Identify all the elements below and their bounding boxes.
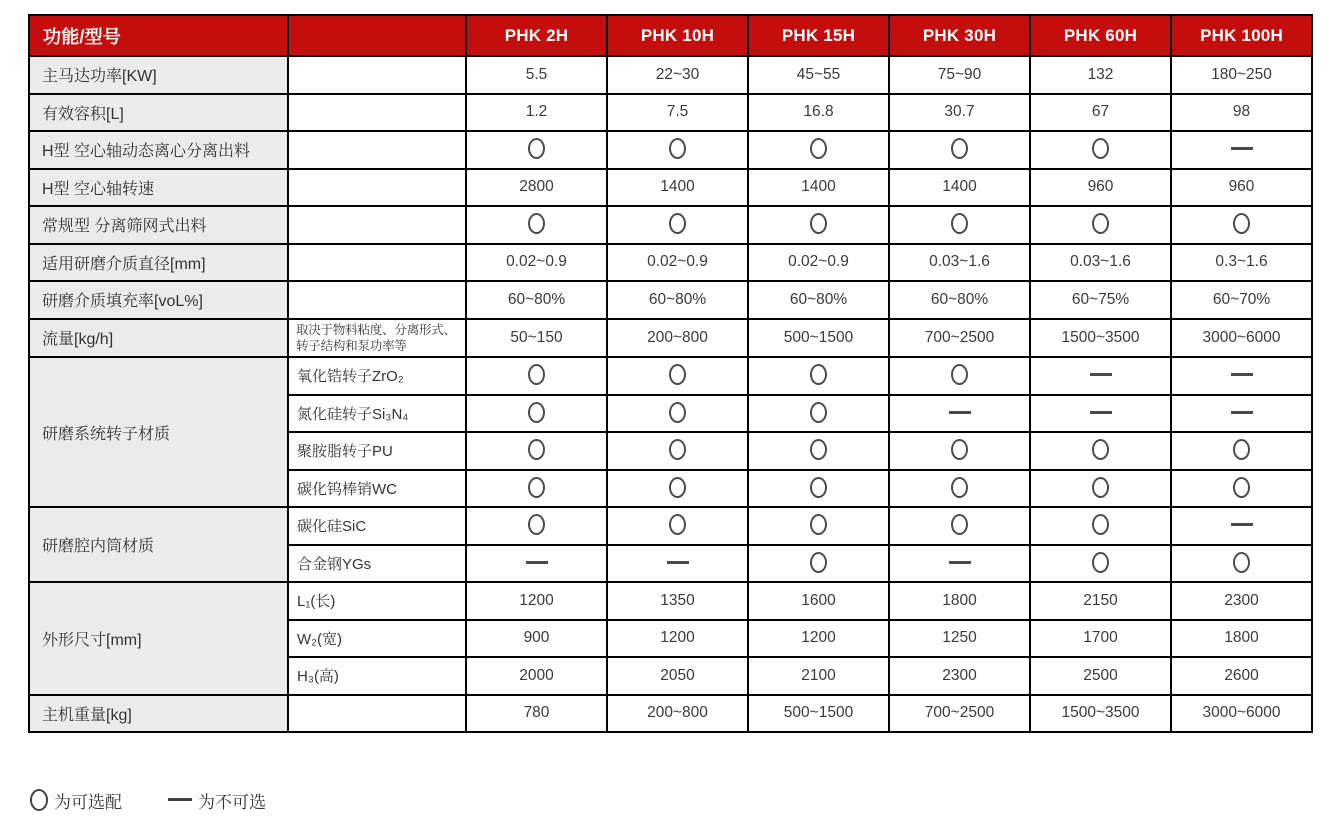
value-cell: 960 xyxy=(1030,169,1171,207)
value-cell: 0.03~1.6 xyxy=(1030,244,1171,282)
row-label: 主机重量[kg] xyxy=(29,695,288,733)
value-cell xyxy=(889,432,1030,470)
value-cell xyxy=(748,131,889,169)
sub-label: 取决于物料粘度、分离形式、转子结构和泵功率等 xyxy=(288,319,466,358)
sub-label xyxy=(288,169,466,207)
value-cell: 60~80% xyxy=(748,281,889,319)
row-label: 研磨腔内筒材质 xyxy=(29,507,288,582)
value-cell xyxy=(1171,470,1312,508)
value-cell xyxy=(1030,357,1171,395)
legend-unavailable-label: 为不可选 xyxy=(198,793,266,812)
value-cell xyxy=(1030,507,1171,545)
value-cell: 3000~6000 xyxy=(1171,695,1312,733)
value-cell xyxy=(1030,395,1171,433)
value-cell xyxy=(748,470,889,508)
value-cell: 500~1500 xyxy=(748,319,889,358)
value-cell: 1500~3500 xyxy=(1030,695,1171,733)
value-cell: 780 xyxy=(466,695,607,733)
value-cell: 22~30 xyxy=(607,56,748,94)
circle-icon xyxy=(1233,439,1250,460)
circle-icon xyxy=(528,138,545,159)
circle-icon xyxy=(810,364,827,385)
sub-label: L₁(长) xyxy=(288,582,466,620)
value-cell: 0.02~0.9 xyxy=(748,244,889,282)
value-cell xyxy=(607,395,748,433)
value-cell: 960 xyxy=(1171,169,1312,207)
dash-icon xyxy=(949,561,971,564)
value-cell xyxy=(889,131,1030,169)
value-cell xyxy=(889,507,1030,545)
value-cell: 200~800 xyxy=(607,695,748,733)
table-row xyxy=(29,169,1312,207)
spec-table xyxy=(28,14,1313,733)
sub-label: 碳化硅SiC xyxy=(288,507,466,545)
value-cell xyxy=(466,206,607,244)
value-cell: 1200 xyxy=(466,582,607,620)
model-header: PHK 60H xyxy=(1030,15,1171,56)
value-cell: 1200 xyxy=(607,620,748,658)
value-cell: 98 xyxy=(1171,94,1312,132)
value-cell: 0.3~1.6 xyxy=(1171,244,1312,282)
sub-label: 氮化硅转子Si₃N₄ xyxy=(288,395,466,433)
value-cell: 2300 xyxy=(1171,582,1312,620)
sub-label xyxy=(288,244,466,282)
circle-icon xyxy=(1092,213,1109,234)
model-header: PHK 10H xyxy=(607,15,748,56)
value-cell xyxy=(748,432,889,470)
circle-icon xyxy=(528,364,545,385)
circle-icon xyxy=(669,213,686,234)
sub-label xyxy=(288,206,466,244)
value-cell xyxy=(607,432,748,470)
value-cell xyxy=(1171,432,1312,470)
corner-header: 功能/型号 xyxy=(29,15,288,56)
value-cell xyxy=(889,470,1030,508)
legend-unavailable xyxy=(168,788,266,813)
value-cell xyxy=(466,395,607,433)
value-cell xyxy=(1030,432,1171,470)
sub-label: W₂(宽) xyxy=(288,620,466,658)
sub-label xyxy=(288,281,466,319)
value-cell: 1400 xyxy=(889,169,1030,207)
value-cell: 3000~6000 xyxy=(1171,319,1312,358)
circle-icon xyxy=(528,477,545,498)
sub-label: 合金钢YGs xyxy=(288,545,466,583)
value-cell: 1800 xyxy=(889,582,1030,620)
value-cell xyxy=(466,432,607,470)
sub-label xyxy=(288,56,466,94)
value-cell xyxy=(607,470,748,508)
model-header: PHK 100H xyxy=(1171,15,1312,56)
dash-icon xyxy=(1231,411,1253,414)
value-cell: 1500~3500 xyxy=(1030,319,1171,358)
value-cell: 1600 xyxy=(748,582,889,620)
circle-icon xyxy=(810,552,827,573)
value-cell: 1200 xyxy=(748,620,889,658)
circle-icon xyxy=(1092,439,1109,460)
dash-icon xyxy=(949,411,971,414)
value-cell: 75~90 xyxy=(889,56,1030,94)
value-cell xyxy=(466,545,607,583)
table-row xyxy=(29,56,1312,94)
circle-icon xyxy=(1092,138,1109,159)
table-row xyxy=(29,244,1312,282)
value-cell: 2100 xyxy=(748,657,889,695)
value-cell: 2050 xyxy=(607,657,748,695)
value-cell xyxy=(607,545,748,583)
value-cell xyxy=(607,507,748,545)
table-row xyxy=(29,281,1312,319)
sub-label: 聚胺脂转子PU xyxy=(288,432,466,470)
circle-icon xyxy=(951,138,968,159)
value-cell xyxy=(1030,545,1171,583)
circle-icon xyxy=(951,439,968,460)
circle-icon xyxy=(669,439,686,460)
value-cell: 700~2500 xyxy=(889,695,1030,733)
circle-icon xyxy=(810,514,827,535)
circle-icon xyxy=(951,477,968,498)
value-cell: 1800 xyxy=(1171,620,1312,658)
value-cell xyxy=(607,206,748,244)
circle-icon xyxy=(669,477,686,498)
value-cell xyxy=(889,206,1030,244)
circle-icon xyxy=(528,402,545,423)
row-label: 适用研磨介质直径[mm] xyxy=(29,244,288,282)
table-row xyxy=(29,131,1312,169)
value-cell: 45~55 xyxy=(748,56,889,94)
value-cell: 60~75% xyxy=(1030,281,1171,319)
value-cell xyxy=(607,357,748,395)
value-cell: 2300 xyxy=(889,657,1030,695)
value-cell xyxy=(1171,206,1312,244)
dash-icon xyxy=(1231,373,1253,376)
value-cell xyxy=(748,507,889,545)
value-cell xyxy=(1171,395,1312,433)
model-header: PHK 2H xyxy=(466,15,607,56)
value-cell xyxy=(466,507,607,545)
dash-icon xyxy=(168,798,192,801)
value-cell: 1350 xyxy=(607,582,748,620)
sub-label xyxy=(288,94,466,132)
row-label: 常规型 分离筛网式出料 xyxy=(29,206,288,244)
value-cell: 1.2 xyxy=(466,94,607,132)
circle-icon xyxy=(1233,552,1250,573)
dash-icon xyxy=(1090,373,1112,376)
circle-icon xyxy=(810,439,827,460)
circle-icon xyxy=(810,138,827,159)
row-label: 主马达功率[KW] xyxy=(29,56,288,94)
circle-icon xyxy=(951,364,968,385)
circle-icon xyxy=(951,514,968,535)
table-row xyxy=(29,507,1312,545)
value-cell: 60~70% xyxy=(1171,281,1312,319)
legend-optional-label: 为可选配 xyxy=(54,793,122,812)
value-cell: 1700 xyxy=(1030,620,1171,658)
value-cell xyxy=(748,206,889,244)
value-cell xyxy=(1171,131,1312,169)
legend xyxy=(30,788,266,813)
circle-icon xyxy=(669,138,686,159)
dash-icon xyxy=(1090,411,1112,414)
row-label: H型 空心轴动态离心分离出料 xyxy=(29,131,288,169)
circle-icon xyxy=(669,402,686,423)
sub-label xyxy=(288,695,466,733)
value-cell xyxy=(748,357,889,395)
sub-label xyxy=(288,131,466,169)
value-cell: 50~150 xyxy=(466,319,607,358)
value-cell: 0.03~1.6 xyxy=(889,244,1030,282)
circle-icon xyxy=(810,477,827,498)
circle-icon xyxy=(30,789,48,811)
row-label: 流量[kg/h] xyxy=(29,319,288,358)
header-spacer xyxy=(288,15,466,56)
table-row xyxy=(29,206,1312,244)
value-cell xyxy=(889,357,1030,395)
value-cell: 60~80% xyxy=(466,281,607,319)
table-row xyxy=(29,582,1312,620)
circle-icon xyxy=(951,213,968,234)
table-header xyxy=(29,15,1312,56)
value-cell: 180~250 xyxy=(1171,56,1312,94)
value-cell: 1250 xyxy=(889,620,1030,658)
value-cell: 60~80% xyxy=(607,281,748,319)
row-label: 研磨系统转子材质 xyxy=(29,357,288,507)
dash-icon xyxy=(1231,147,1253,150)
value-cell xyxy=(1030,131,1171,169)
dash-icon xyxy=(526,561,548,564)
dash-icon xyxy=(667,561,689,564)
value-cell: 132 xyxy=(1030,56,1171,94)
value-cell xyxy=(1171,545,1312,583)
value-cell: 2000 xyxy=(466,657,607,695)
value-cell xyxy=(1171,357,1312,395)
value-cell xyxy=(466,470,607,508)
value-cell: 900 xyxy=(466,620,607,658)
value-cell xyxy=(748,395,889,433)
value-cell xyxy=(889,545,1030,583)
value-cell xyxy=(607,131,748,169)
value-cell: 1400 xyxy=(748,169,889,207)
value-cell xyxy=(1030,470,1171,508)
circle-icon xyxy=(528,514,545,535)
circle-icon xyxy=(528,439,545,460)
sub-label: 碳化钨棒销WC xyxy=(288,470,466,508)
row-label: H型 空心轴转速 xyxy=(29,169,288,207)
circle-icon xyxy=(1092,552,1109,573)
value-cell: 0.02~0.9 xyxy=(607,244,748,282)
value-cell: 700~2500 xyxy=(889,319,1030,358)
value-cell xyxy=(748,545,889,583)
sub-label: 氧化锆转子ZrO₂ xyxy=(288,357,466,395)
circle-icon xyxy=(1092,514,1109,535)
circle-icon xyxy=(810,402,827,423)
circle-icon xyxy=(810,213,827,234)
value-cell: 2150 xyxy=(1030,582,1171,620)
value-cell: 7.5 xyxy=(607,94,748,132)
circle-icon xyxy=(1233,477,1250,498)
value-cell: 500~1500 xyxy=(748,695,889,733)
value-cell xyxy=(1030,206,1171,244)
circle-icon xyxy=(669,514,686,535)
value-cell: 1400 xyxy=(607,169,748,207)
value-cell: 0.02~0.9 xyxy=(466,244,607,282)
circle-icon xyxy=(669,364,686,385)
circle-icon xyxy=(1092,477,1109,498)
value-cell xyxy=(466,131,607,169)
legend-optional xyxy=(30,788,122,813)
circle-icon xyxy=(1233,213,1250,234)
row-label: 外形尺寸[mm] xyxy=(29,582,288,695)
sub-label: H₃(高) xyxy=(288,657,466,695)
value-cell: 30.7 xyxy=(889,94,1030,132)
value-cell: 67 xyxy=(1030,94,1171,132)
model-header: PHK 15H xyxy=(748,15,889,56)
circle-icon xyxy=(528,213,545,234)
dash-icon xyxy=(1231,523,1253,526)
table-row xyxy=(29,319,1312,358)
value-cell: 200~800 xyxy=(607,319,748,358)
header-row xyxy=(29,15,1312,56)
value-cell xyxy=(889,395,1030,433)
model-header: PHK 30H xyxy=(889,15,1030,56)
table-row xyxy=(29,94,1312,132)
value-cell: 60~80% xyxy=(889,281,1030,319)
value-cell: 5.5 xyxy=(466,56,607,94)
value-cell: 16.8 xyxy=(748,94,889,132)
value-cell: 2800 xyxy=(466,169,607,207)
table-body xyxy=(29,56,1312,732)
value-cell: 2600 xyxy=(1171,657,1312,695)
row-label: 有效容积[L] xyxy=(29,94,288,132)
value-cell xyxy=(1171,507,1312,545)
value-cell: 2500 xyxy=(1030,657,1171,695)
table-row xyxy=(29,357,1312,395)
value-cell xyxy=(466,357,607,395)
row-label: 研磨介质填充率[voL%] xyxy=(29,281,288,319)
table-row xyxy=(29,695,1312,733)
